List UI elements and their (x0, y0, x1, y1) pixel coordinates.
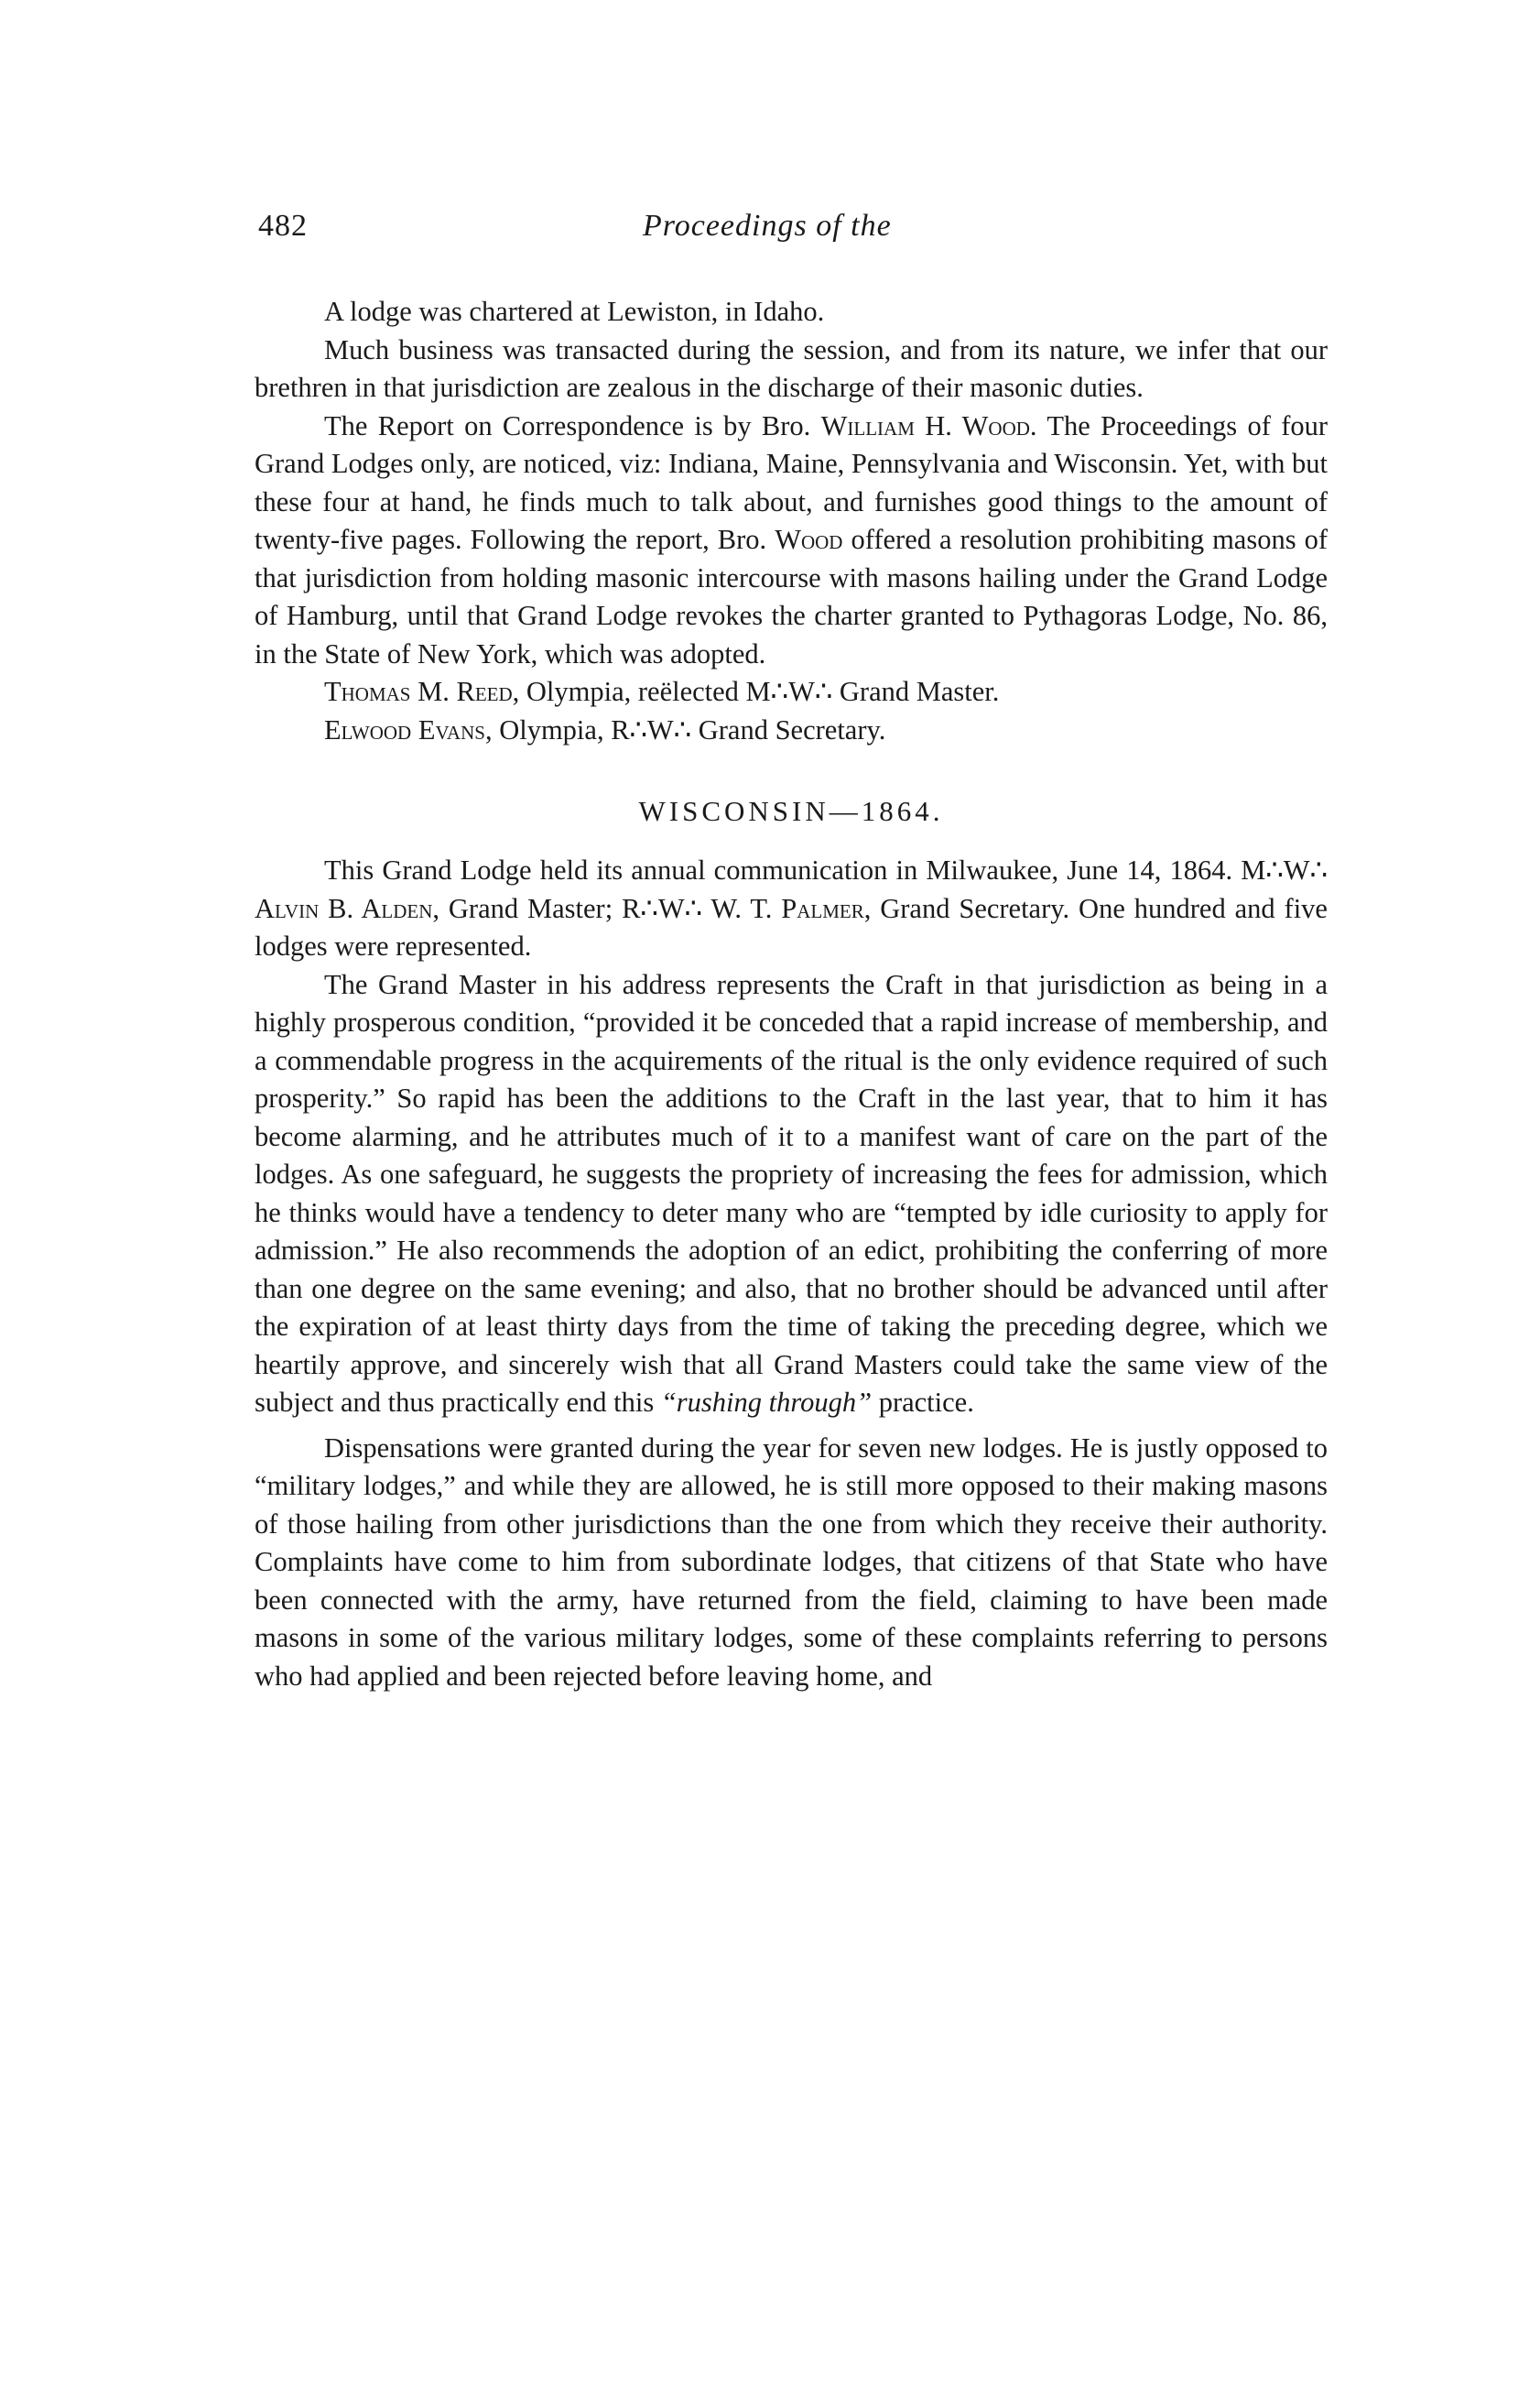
italic-phrase: “rushing through” (660, 1387, 873, 1418)
text-segment: , Grand Secretary. One hundred and five lodges were represented. (255, 892, 1328, 962)
text-segment: offered a resolution prohibiting masons of that jurisdiction from holding masonic intercourse with masons hailing under the Grand Lodge of Hamburg, until that Grand Lodge revokes the charter granted to Pythagoras Lodge, No. 86, in the State of New York, which was adopted. (255, 524, 1328, 670)
person-name: William H. Wood (820, 409, 1030, 441)
paragraph-lodge-chartered: A lodge was chartered at Lewiston, in Idaho. (324, 296, 825, 327)
person-name: Thomas M. Reed (324, 676, 513, 707)
paragraph-dispensations: Dispensations were granted during the year for seven new lodges. He is justly opposed to “military lodges,” and while they are allowed, he is still more opposed to their making masons of those hailing from other jurisdictions than the one from which they receive their authority. Complaints have come to him from subordinate lodges, that citizens of that State who have been connected with the army, have returned from the field, claiming to have been made masons in some of the various military lodges, some of these complaints referring to persons who had applied and been rejected before leaving home, and (255, 1432, 1328, 1692)
paragraph-annual-communication (255, 852, 1328, 966)
person-name: Alvin B. Alden (255, 892, 433, 924)
page-number: 482 (258, 209, 308, 243)
text-segment: . The Proceedings of four Grand Lodges only, are noticed, viz: Indiana, Maine, Pennsylvania and Wisconsin. Yet, with but these four at hand, he finds much to talk about, and furnishes good things to the amount of twenty-five pages. Following the report, Bro. (255, 409, 1329, 555)
text-segment: , Grand Master; R∴W∴ W. T. (432, 892, 782, 924)
text-segment: , Olympia, reëlected M∴W∴ Grand Master. (512, 676, 1000, 707)
officer-grand-secretary (255, 712, 1328, 750)
person-name: Elwood Evans (324, 713, 485, 746)
paragraph-business-transacted: Much business was transacted during the session, and from its nature, we infer that our brethren in that jurisdiction are zealous in the discharge of their masonic duties. (255, 333, 1328, 403)
paragraph-report-correspondence (255, 408, 1328, 674)
text-segment: The Report on Correspondence is by Bro. (324, 409, 821, 441)
text-segment: This Grand Lodge held its annual communication in Milwaukee, June 14, 1864. M∴W∴ (324, 855, 1328, 886)
person-name: Palmer (781, 892, 864, 924)
section-heading-wisconsin: WISCONSIN—1864. (638, 795, 944, 827)
text-segment: , Olympia, R∴W∴ Grand Secretary. (484, 713, 886, 746)
page-body (255, 293, 1328, 1695)
officer-grand-master (255, 673, 1328, 712)
paragraph-grand-master-address (255, 966, 1328, 1422)
text-segment: practice. (872, 1387, 974, 1418)
page-header (258, 209, 1331, 255)
running-head: Proceedings of the (643, 209, 892, 243)
person-name: Wood (775, 524, 843, 555)
text-segment: The Grand Master in his address represents the Craft in that jurisdiction as being in a highly prosperous condition, “provided it be conceded that a rapid increase of membership, and a commendable progress in the acquirements of the ritual is the only evidence required of such prosperity.” So rapid has been the additions to the Craft in the last year, that to him it has become alarming, and he attributes much of it to a manifest want of care on the part of the lodges. As one safeguard, he suggests the propriety of increasing the fees for admission, which he thinks would have a tendency to deter many who are “tempted by idle curiosity to apply for admission.” He also recommends the adoption of an edict, prohibiting the conferring of more than one degree on the same evening; and also, that no brother should be advanced until after the expiration of at least thirty days from the time of taking the preceding degree, which we heartily approve, and sincerely wish that all Grand Masters could take the same view of the subject and thus practically end this (255, 968, 1328, 1418)
